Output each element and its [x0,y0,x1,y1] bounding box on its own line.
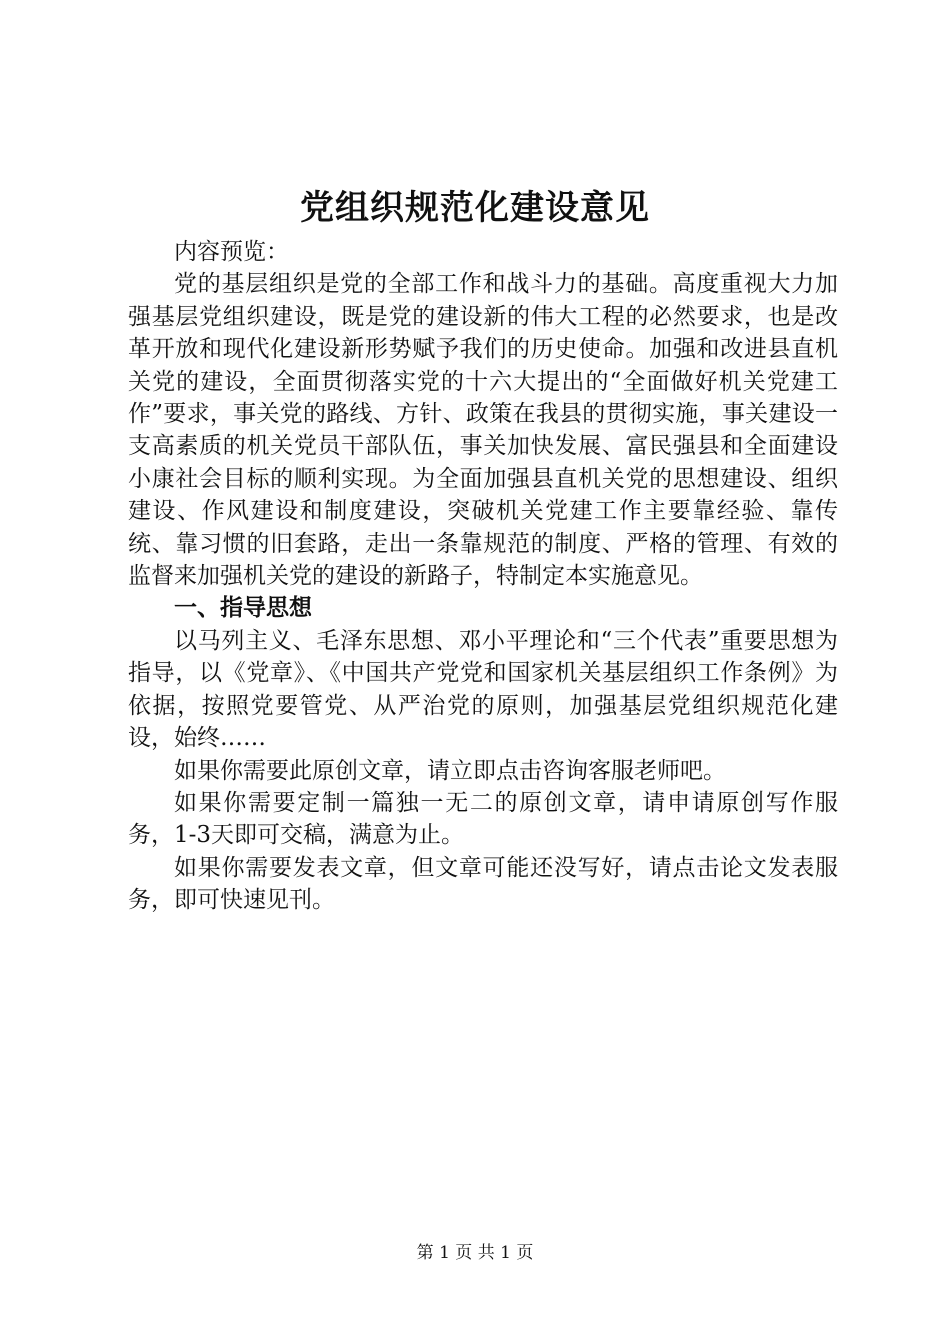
publishing-service-paragraph: 如果你需要发表文章，但文章可能还没写好，请点击论文发表服务，即可快速见刊。 [128,854,838,914]
document-title: 党组织规范化建设意见 [300,188,650,228]
preview-label: 内容预览： [174,239,289,265]
guiding-ideology-paragraph: 以马列主义、毛泽东思想、邓小平理论和“三个代表”重要思想为指导，以《党章》、《中国共产党党和国家机关基层组织工作条例》为依据，按照党要管党、从严治党的原则，加强基层党组织规范化建设，始终…… [128,627,838,752]
consult-service-paragraph: 如果你需要此原创文章，请立即点击咨询客服老师吧。 [174,757,726,784]
intro-paragraph: 党的基层组织是党的全部工作和战斗力的基础。高度重视大力加强基层党组织建设，既是党的建设新的伟大工程的必然要求，也是改革开放和现代化建设新形势赋予我们的历史使命。加强和改进县直机关党的建设，全面贯彻落实党的十六大提出的“全面做好机关党建工作”要求，事关党的路线、方针、政策在我县的贯彻实施，事关建设一支高素质的机关党员干部队伍，事关加快发展、富民强县和全面建设小康社会目标的顺利实现。为全面加强县直机关党的思想建设、组织建设、作风建设和制度建设，突破机关党建工作主要靠经验、靠传统、靠习惯的旧套路，走出一条靠规范的制度、严格的管理、有效的监督来加强机关党的建设的新路子，特制定本实施意见。 [128,271,838,590]
document-body [128,236,838,917]
section-heading-guiding-ideology: 一、指导思想 [174,595,312,622]
custom-writing-paragraph: 如果你需要定制一篇独一无二的原创文章，请申请原创写作服务，1-3天即可交稿，满意为止。 [128,789,838,849]
page-footer: 第 1 页 共 1 页 [416,1243,534,1263]
